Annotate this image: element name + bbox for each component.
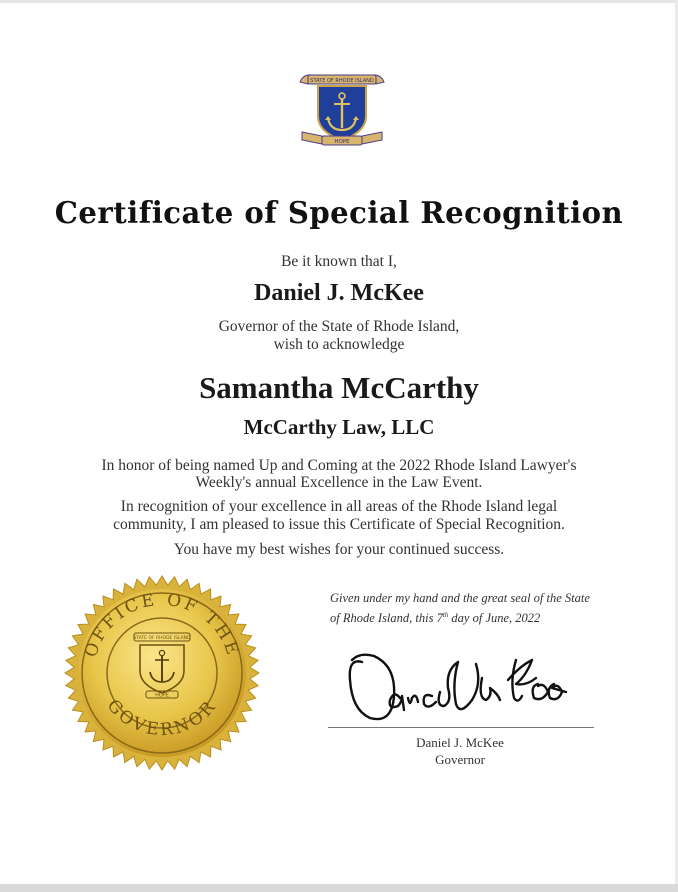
- governor-gold-seal: [64, 575, 260, 771]
- honor-line-2: Weekly's annual Excellence in the Law Event.: [195, 474, 483, 491]
- issuer-title-line1: Governor of the State of Rhode Island,: [218, 318, 460, 335]
- given-ordinal: th: [442, 611, 449, 619]
- given-under-hand-text: [330, 590, 610, 627]
- certificate-title: Certificate of Special Recognition: [54, 196, 624, 231]
- seal-ring-top-text: OFFICE OF THE: [80, 589, 244, 660]
- given-line-1: Given under my hand and the great seal of the State: [330, 591, 590, 605]
- recognition-line-2: community, I am pleased to issue this Certificate of Special Recognition.: [113, 516, 565, 533]
- issuer-title-line2: wish to acknowledge: [273, 336, 405, 353]
- seal-inner-motto: HOPE: [155, 692, 169, 699]
- signer-title: Governor: [435, 752, 485, 767]
- state-seal-emblem: [294, 66, 390, 150]
- seal-ring-bottom-text: GOVERNOR: [102, 695, 222, 741]
- signer-name: Daniel J. McKee: [416, 735, 504, 750]
- signature-line: [328, 727, 594, 728]
- recognition-line-1: In recognition of your excellence in all areas of the Rhode Island legal: [120, 498, 558, 515]
- honor-line-1: In honor of being named Up and Coming at the 2022 Rhode Island Lawyer's: [101, 457, 577, 474]
- seal-inner-top-text: STATE OF RHODE ISLAND: [133, 636, 191, 641]
- intro-text: Be it known that I,: [281, 253, 397, 270]
- best-wishes: You have my best wishes for your continued success.: [173, 541, 505, 558]
- given-line-2: [330, 607, 610, 627]
- given-line-2-start: of Rhode Island, this 7: [330, 611, 443, 626]
- issuer-name: Daniel J. McKee: [254, 280, 424, 306]
- handwritten-signature: [340, 640, 576, 724]
- recipient-firm: McCarthy Law, LLC: [243, 415, 435, 439]
- page-edge-top: [0, 0, 678, 3]
- seal-top-text: STATE OF RHODE ISLAND: [310, 78, 374, 84]
- seal-motto: HOPE: [334, 139, 350, 145]
- given-line-2-end: day of June, 2022: [448, 611, 541, 626]
- recipient-name: Samantha McCarthy: [199, 370, 479, 405]
- page-edge-bottom: [0, 884, 678, 892]
